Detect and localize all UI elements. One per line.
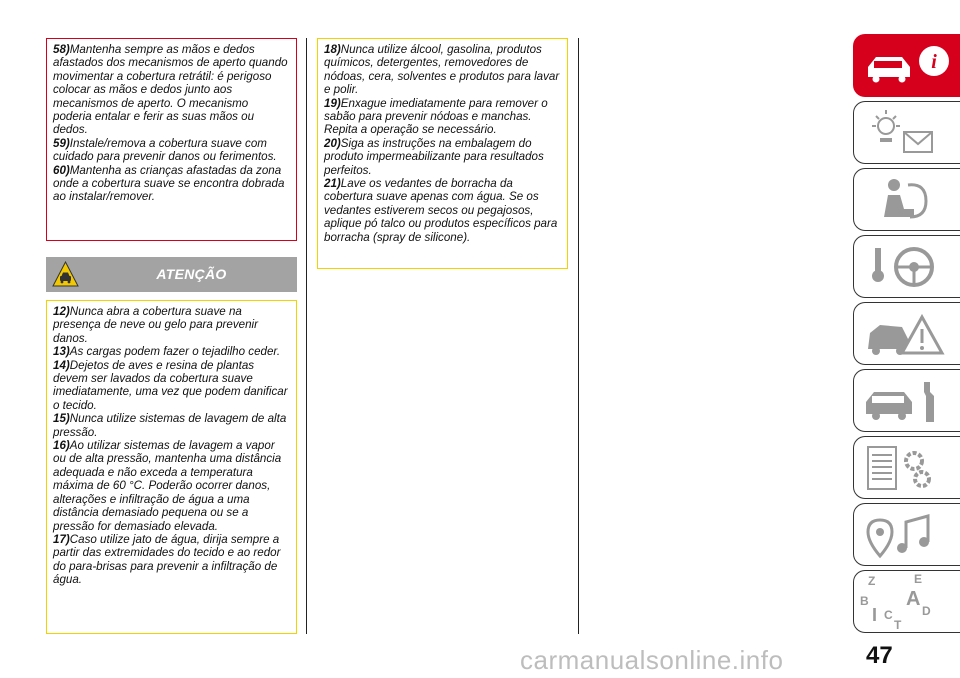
index-letter: A: [906, 588, 921, 610]
index-letter: I: [872, 605, 878, 625]
tab-car-info[interactable]: [853, 34, 960, 97]
note-text: Siga as instruções na embalagem do produto impermeabilizante para resultados perfeitos.: [324, 136, 544, 177]
attention-title: ATENÇÃO: [156, 266, 227, 282]
tab-technical-data[interactable]: [853, 436, 960, 499]
safety-warning-box: [46, 38, 297, 241]
index-letter: B: [860, 594, 869, 608]
car-crash-warning-icon: [854, 303, 960, 365]
note-text: Dejetos de aves e resina de plantas devem ser lavados da cobertura suave imediatamente, uma vez que podem danificar o tecido.: [53, 358, 288, 412]
note-text: Nunca utilize álcool, gasolina, produtos químicos, detergentes, removedores de nódoas, cera, solventes e produtos para lavar e polir.: [324, 43, 560, 97]
warning-light-envelope-icon: [854, 102, 960, 164]
car-info-icon: [854, 35, 960, 97]
index-letter: T: [894, 618, 902, 632]
note-number: 15): [53, 412, 70, 426]
attention-box-continued: [317, 38, 568, 269]
column-divider-right: [578, 38, 579, 634]
note-text: Nunca utilize sistemas de lavagem de alta pressão.: [53, 412, 287, 439]
note-number: 59): [53, 136, 70, 150]
list-gears-icon: [854, 437, 960, 499]
note-item: [324, 177, 561, 244]
tab-maintenance[interactable]: [853, 369, 960, 432]
index-letter: C: [884, 608, 893, 622]
note-text: Caso utilize jato de água, dirija sempre a partir das extremidades do tecido e ao redor do para-brisas para prevenir a infiltração de água.: [53, 532, 281, 587]
tab-emergency[interactable]: [853, 302, 960, 365]
note-number: 17): [53, 532, 70, 546]
note-number: 19): [324, 96, 341, 110]
tab-multimedia[interactable]: [853, 503, 960, 566]
note-number: 21): [324, 177, 341, 191]
alphabet-index-icon: [854, 571, 960, 633]
tab-starting-driving[interactable]: [853, 235, 960, 298]
note-item: [53, 359, 290, 413]
attention-header: [46, 257, 297, 292]
note-item: [53, 533, 290, 587]
column-divider: [306, 38, 307, 634]
note-item: [53, 164, 290, 204]
note-item: [53, 439, 290, 533]
note-number: 58): [53, 43, 70, 56]
page-number: 47: [866, 642, 893, 669]
index-letter: Z: [868, 574, 876, 588]
car-warning-icon: [52, 261, 79, 288]
index-letter: E: [914, 572, 923, 586]
note-item: [53, 137, 290, 164]
key-steering-wheel-icon: [854, 236, 960, 298]
note-text: Lave os vedantes de borracha da cobertura suave apenas com água. Se os vedantes estiverem secos ou pegajosos, aplique pó talco ou produtos específicos para borracha (spray de silicone).: [324, 177, 558, 244]
note-text: Ao utilizar sistemas de lavagem a vapor ou de alta pressão, mantenha uma distância adequada e não exceda a temperatura máxima de 60 °C. Poderão ocorrer danos, alterações e infiltração de água a uma distância demasiado pequena ou se a pressão for demasiado elevada.: [53, 439, 282, 533]
note-text: Mantenha sempre as mãos e dedos afastados dos mecanismos de aperto quando movimentar a cobertura retrátil: é perigoso colocar as mãos e dedos junto aos mecanismos de aperto. O mecanismo poderia entalar e ferir as suas mãos ou dedos.: [53, 43, 288, 137]
watermark: carmanualsonline.info: [520, 645, 784, 675]
note-text: Instale/remova a cobertura suave com cuidado para prevenir danos ou ferimentos.: [53, 136, 277, 164]
note-text: Enxague imediatamente para remover o sabão para prevenir nódoas e manchas. Repita a operação se necessário.: [324, 96, 548, 137]
note-item: [53, 43, 290, 137]
note-item: [324, 97, 561, 137]
note-item: [53, 305, 290, 345]
index-letter: D: [922, 604, 931, 618]
music-navigation-icon: [854, 504, 960, 566]
note-number: 60): [53, 163, 70, 177]
seat-person-airbag-icon: [854, 169, 960, 231]
note-text: Nunca abra a cobertura suave na presença de neve ou gelo para prevenir danos.: [53, 305, 258, 345]
tab-safety[interactable]: [853, 168, 960, 231]
note-number: 16): [53, 439, 70, 453]
tab-warning-lights[interactable]: [853, 101, 960, 164]
note-item: [53, 345, 290, 358]
note-text: As cargas podem fazer o tejadilho ceder.: [69, 345, 281, 359]
note-number: 18): [324, 43, 341, 56]
note-item: [324, 43, 561, 97]
note-number: 20): [324, 136, 341, 150]
note-number: 13): [53, 345, 70, 359]
svg-text:i: i: [931, 51, 937, 73]
tab-index[interactable]: [853, 570, 960, 633]
attention-box: [46, 300, 297, 634]
note-text: Mantenha as crianças afastadas da zona onde a cobertura suave se encontra dobrada ao instalar/remover.: [53, 163, 285, 204]
note-number: 14): [53, 358, 70, 372]
car-wrench-icon: [854, 370, 960, 432]
note-item: [324, 137, 561, 177]
note-number: 12): [53, 305, 70, 318]
note-item: [53, 412, 290, 439]
